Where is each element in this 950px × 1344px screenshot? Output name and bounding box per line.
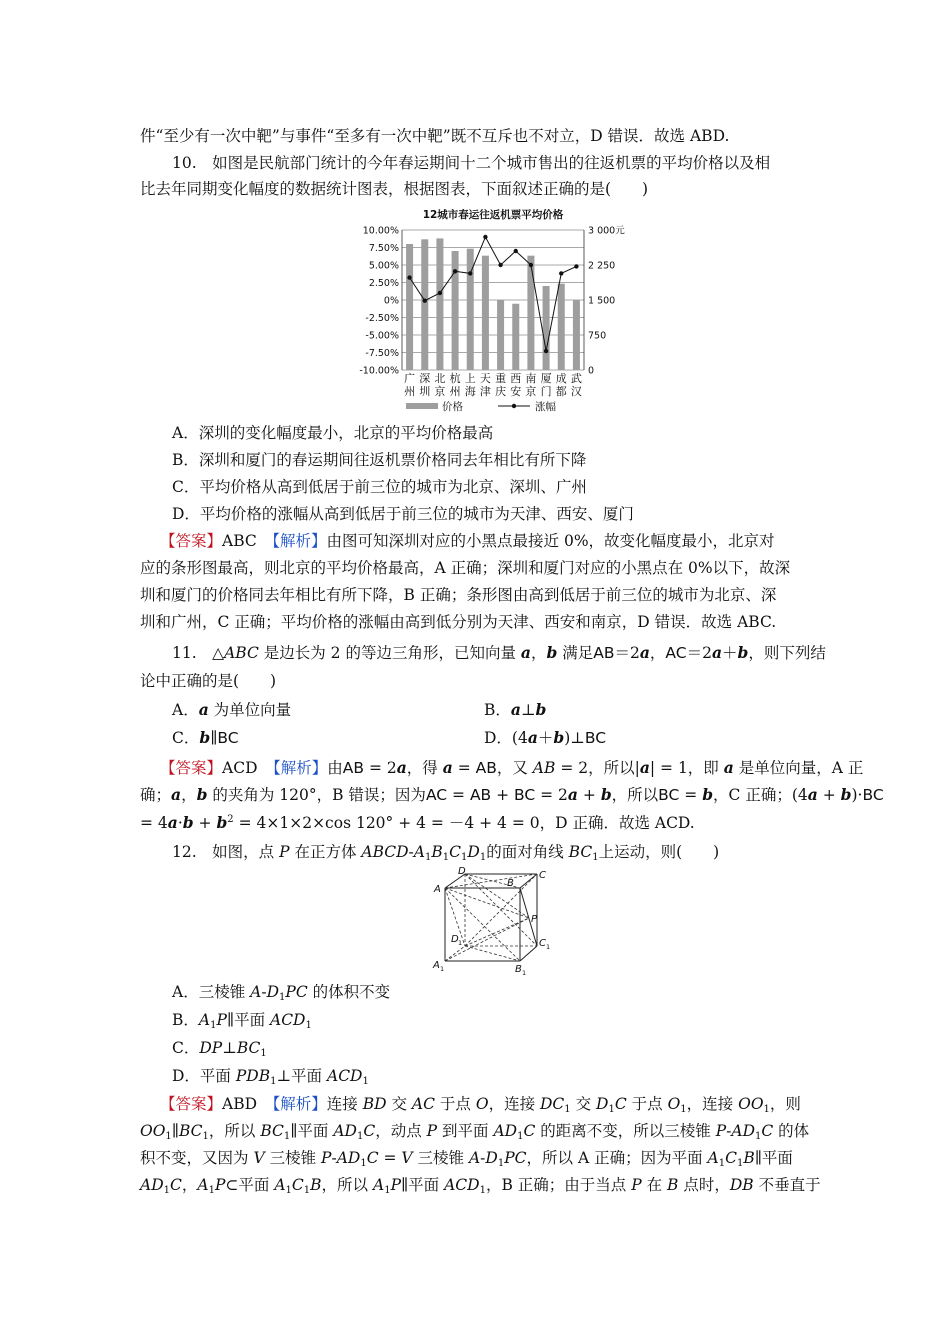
left-tick-label: -10.00% xyxy=(359,365,399,377)
question-12-line-1: 12. 如图，点 P 在正方体 ABCD-$A_1B_1C_1D_1$的面对角线 $BC_1$上运动，则( ) xyxy=(172,843,720,863)
bar-成都 xyxy=(558,284,565,370)
label-C: C xyxy=(539,870,546,881)
bar-深圳 xyxy=(421,239,428,370)
sub-C1: 1 xyxy=(546,943,551,951)
category-label: 庆 xyxy=(495,385,507,398)
price-change-chart xyxy=(340,205,640,415)
legend-bar-swatch xyxy=(406,403,438,409)
left-tick-label: 2.50% xyxy=(368,278,399,289)
category-label: 成 xyxy=(555,372,567,385)
question-10-line-1: 10. 如图是民航部门统计的今年春运期间十二个城市售出的往返机票的平均价格以及相 xyxy=(172,154,771,172)
category-label: 南 xyxy=(525,372,537,385)
category-label: 州 xyxy=(449,385,461,398)
answer-10-line-3: 圳和厦门的价格同去年相比有所下降，B 正确；条形图由高到低居于前三位的城市为北京、深 xyxy=(140,586,777,604)
bar-厦门 xyxy=(543,286,550,370)
question-11-line-1: 11. △ABC 是边长为 2 的等边三角形，已知向量 a，b 满足AB＝2a，AC＝2a＋b，则下列结 xyxy=(172,643,826,662)
point-杭州 xyxy=(453,269,457,273)
category-label: 京 xyxy=(525,385,537,398)
bar-北京 xyxy=(436,238,443,370)
right-tick-label: 1 500 xyxy=(588,295,616,307)
point-西安 xyxy=(514,249,518,253)
point-重庆 xyxy=(498,263,502,267)
label-D1: D xyxy=(451,934,459,945)
answer-tag: 【答案】 xyxy=(160,1095,223,1113)
answer-11-line-3: = $4a\cdot b + b^2 = 4\times 1\times 2\times\cos$ 120° + 4 = －4 + 4 = 0，D 正确．故选 ACD. xyxy=(140,813,695,832)
analysis-text: 由图可知深圳对应的小黑点最接近 0%，故变化幅度最小，北京对 xyxy=(326,532,775,550)
point-武汉 xyxy=(574,264,578,268)
category-label: 杭 xyxy=(449,372,461,385)
answer-11-line-2: 确；a，b 的夹角为 120°，B 错误；因为AC = AB + BC = 2a + b，所以BC = b，C 正确；(4a + b)·BC xyxy=(140,785,884,804)
label-B1: B xyxy=(515,964,522,975)
answer-10-line-1 xyxy=(160,531,840,551)
left-tick-label: -2.50% xyxy=(365,313,399,324)
option-b: B．深圳和厦门的春运期间往返机票价格同去年相比有所下降 xyxy=(172,451,587,469)
legend-label: 价格 xyxy=(442,401,463,413)
category-label: 重 xyxy=(495,372,507,385)
answer-12-line-1: 【答案】ABD 【解析】连接 BD 交 AC 于点 O，连接 $DC_1$ 交 $D_1C$ 于点 $O_1$，连接 $OO_1$，则 xyxy=(160,1095,801,1115)
answer-12-line-4: $AD_1C$，$A_1P\subset$平面 $A_1C_1B$，所以 $A_1P\parallel$平面 $ACD_1$，B 正确；由于当点 P 在 B 点时，DB 不垂直于 xyxy=(140,1176,821,1196)
sub-B1: 1 xyxy=(522,969,527,977)
option-b: B．a⊥b xyxy=(484,700,547,719)
option-d: D．平均价格的涨幅从高到低居于前三位的城市为天津、西安、厦门 xyxy=(172,505,634,523)
hidden-edge xyxy=(445,946,465,961)
category-label: 门 xyxy=(540,385,552,398)
change-line xyxy=(410,237,577,351)
category-label: 广 xyxy=(404,372,416,385)
category-label: 圳 xyxy=(419,385,431,398)
bar-天津 xyxy=(482,256,489,370)
answer-10-line-4: 圳和广州，C 正确；平均价格的涨幅由高到低分别为天津、西安和南京，D 错误．故选 ABC. xyxy=(140,613,777,631)
left-tick-label: 5.00% xyxy=(368,260,399,272)
text-line: 件“至少有一次中靶”与事件“至多有一次中靶”既不互斥也不对立，D 错误．故选 ABD. xyxy=(140,127,730,145)
left-tick-label: 10.00% xyxy=(362,225,399,237)
option-a: A．深圳的变化幅度最小，北京的平均价格最高 xyxy=(172,424,494,442)
option-c: C．平均价格从高到低居于前三位的城市为北京、深圳、广州 xyxy=(172,478,587,496)
left-tick-label: 7.50% xyxy=(368,243,399,254)
bar-杭州 xyxy=(452,251,459,370)
label-P: P xyxy=(531,914,538,925)
category-label: 都 xyxy=(555,385,567,398)
category-label: 西 xyxy=(510,372,522,385)
sub-D1: 1 xyxy=(458,939,463,947)
point-成都 xyxy=(559,271,563,275)
chart-title: 12城市春运往返机票平均价格 xyxy=(422,209,564,221)
bar-重庆 xyxy=(497,300,504,370)
left-tick-label: -7.50% xyxy=(365,348,399,359)
point-厦门 xyxy=(544,349,548,353)
category-label: 北 xyxy=(434,372,446,385)
edge xyxy=(520,874,537,888)
option-d: D．平面 $PDB_1\perp$平面 $ACD_1$ xyxy=(172,1067,369,1087)
left-tick-label: -5.00% xyxy=(365,330,399,342)
legend-label: 涨幅 xyxy=(535,401,556,413)
question-10-line-2: 比去年同期变化幅度的数据统计图表，根据图表，下面叙述正确的是( ) xyxy=(140,180,649,198)
point-南京 xyxy=(529,263,533,267)
answer-12-line-3: 积不变，又因为 V 三棱锥 $P-AD_1C = V$ 三棱锥 $A-D_1PC$，所以 A 正确；因为平面 $A_1C_1B\parallel$平面 xyxy=(140,1149,793,1169)
analysis-tag: 【解析】 xyxy=(272,532,327,550)
right-tick-label: 750 xyxy=(588,330,607,342)
bar-武汉 xyxy=(573,300,580,370)
category-label: 津 xyxy=(479,385,491,398)
answer-12-line-2: $OO_1\parallel BC_1$，所以 $BC_1\parallel$平面 $AD_1C$，动点 P 到平面 $AD_1C$ 的距离不变，所以三棱锥 $P-AD_1C$ 的体 xyxy=(140,1122,810,1142)
left-tick-label: 0% xyxy=(383,295,399,307)
answer-11-line-1: 【答案】ACD 【解析】由AB = 2a，得 a = AB，又 AB = 2，所以|a| = 1，即 a 是单位向量，A 正 xyxy=(160,758,864,777)
edge xyxy=(520,946,537,961)
category-label: 厦 xyxy=(540,372,552,385)
cube-figure xyxy=(425,866,565,978)
label-B: B xyxy=(507,878,514,889)
answer-10-line-2: 应的条形图最高，则北京的平均价格最高，A 正确；深圳和厦门对应的小黑点在 0%以下，故深 xyxy=(140,559,791,577)
point-广州 xyxy=(407,275,411,279)
bar-南京 xyxy=(527,256,534,370)
point-深圳 xyxy=(423,299,427,303)
option-a: A．三棱锥 $A-D_1PC$ 的体积不变 xyxy=(172,983,391,1003)
label-D: D xyxy=(458,866,466,877)
answer-tag: 【答案】 xyxy=(160,759,223,777)
right-tick-label: 2 250 xyxy=(588,260,616,272)
category-label: 汉 xyxy=(570,385,582,398)
option-c: C．$DP\perp BC_1$ xyxy=(172,1039,267,1059)
category-label: 海 xyxy=(464,385,476,398)
right-tick-label: 0 xyxy=(588,365,595,377)
analysis-tag: 【解析】 xyxy=(272,1095,327,1113)
category-label: 安 xyxy=(510,385,522,398)
option-c: C．b∥BC xyxy=(172,728,239,747)
hidden-line xyxy=(465,918,529,946)
legend-point-swatch xyxy=(512,404,516,408)
hidden-line xyxy=(465,874,529,918)
label-A1: A xyxy=(433,960,440,971)
label-A: A xyxy=(434,884,441,895)
category-label: 武 xyxy=(570,372,582,385)
point-天津 xyxy=(483,235,487,239)
point-上海 xyxy=(468,271,472,275)
answer-value: ABC xyxy=(222,532,257,550)
category-label: 上 xyxy=(464,372,476,385)
answer-tag: 【答案】 xyxy=(160,532,223,550)
bar-广州 xyxy=(406,244,413,370)
analysis-tag: 【解析】 xyxy=(273,759,328,777)
right-tick-label: 3 000元 xyxy=(588,225,625,237)
sub-A1: 1 xyxy=(440,965,445,973)
point-北京 xyxy=(438,291,442,295)
option-a: A．a 为单位向量 xyxy=(172,700,292,719)
hidden-line xyxy=(445,888,520,961)
hidden-line xyxy=(465,946,520,961)
option-d: D．(4a＋b)⊥BC xyxy=(484,728,607,747)
category-label: 深 xyxy=(419,372,431,385)
category-label: 京 xyxy=(434,385,446,398)
hidden-line xyxy=(445,888,529,918)
category-label: 天 xyxy=(479,372,491,385)
label-C1: C xyxy=(539,938,546,949)
option-b: B．$A_1P\parallel$平面 $ACD_1$ xyxy=(172,1011,312,1031)
question-11-line-2: 论中正确的是( ) xyxy=(140,672,277,690)
bar-西安 xyxy=(512,304,519,370)
category-label: 州 xyxy=(404,385,416,398)
